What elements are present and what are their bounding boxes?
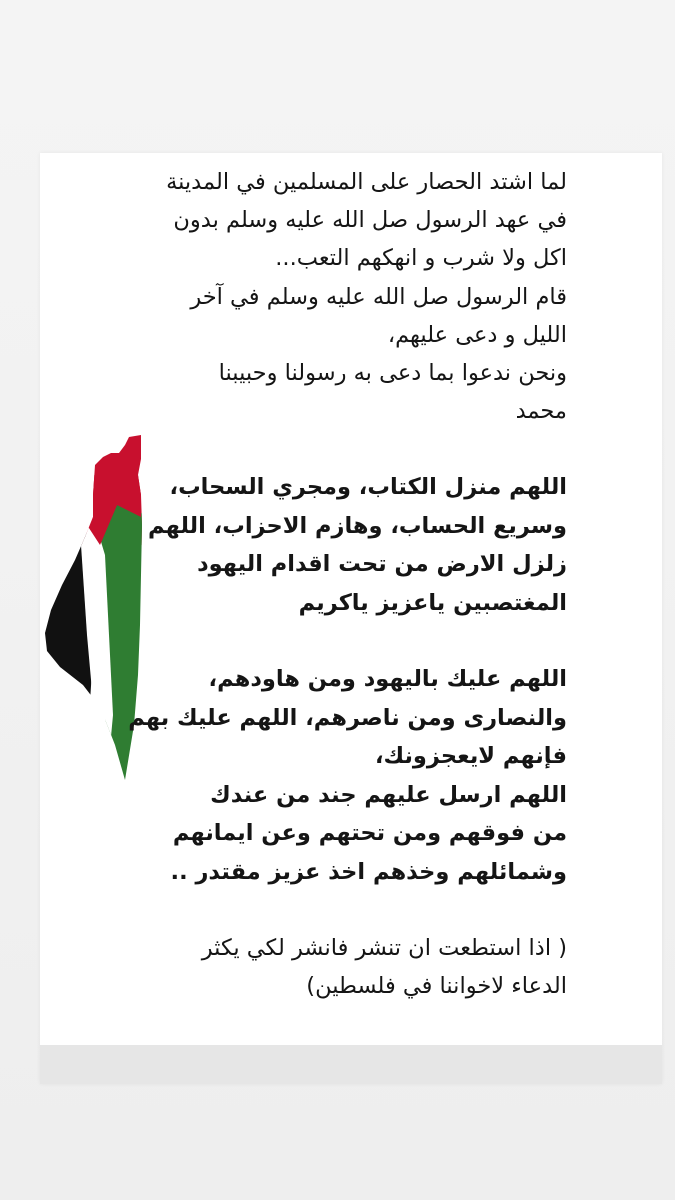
intro-paragraph [42,163,567,430]
dua-line: فإنهم لايعجزونك، [374,743,567,770]
share-note-line: ( اذا استطعت ان تنشر فانشر لكي يكثر [201,935,567,962]
dua-line: من فوقهم ومن تحتهم وعن ايمانهم [172,820,567,847]
dua-line: اللهم عليك باليهود ومن هاودهم، [208,666,567,693]
dua-line: وشمائلهم وخذهم اخذ عزيز مقتدر .. [170,858,567,885]
intro-line: اكل ولا شرب و انهكهم التعب... [275,245,567,272]
share-note-line: الدعاء لاخواننا في فلسطين) [306,973,567,1000]
share-note [42,929,567,1005]
dua-paragraph-1 [42,468,567,622]
intro-line: ونحن ندعوا بما دعى به رسولنا وحبيبنا [218,360,567,387]
intro-line: محمد [515,398,567,425]
dua-paragraph-2 [42,660,567,891]
intro-line: في عهد الرسول صل الله عليه وسلم بدون [173,207,567,234]
intro-line: الليل و دعى عليهم، [387,321,567,348]
dua-line: اللهم ارسل عليهم جند من عندك [210,781,567,808]
post-text [42,163,567,1005]
dua-line: والنصارى ومن ناصرهم، اللهم عليك بهم [128,704,567,731]
dua-line: المغتصبين ياعزيز ياكريم [298,589,567,616]
card-footer-strip [40,1045,662,1084]
dua-line: زلزل الارض من تحت اقدام اليهود [197,551,567,578]
dua-line: اللهم منزل الكتاب، ومجري السحاب، [169,474,567,501]
intro-line: لما اشتد الحصار على المسلمين في المدينة [166,169,567,195]
dua-line: وسريع الحساب، وهازم الاحزاب، اللهم [147,512,567,539]
intro-line: قام الرسول صل الله عليه وسلم في آخر [190,283,567,310]
